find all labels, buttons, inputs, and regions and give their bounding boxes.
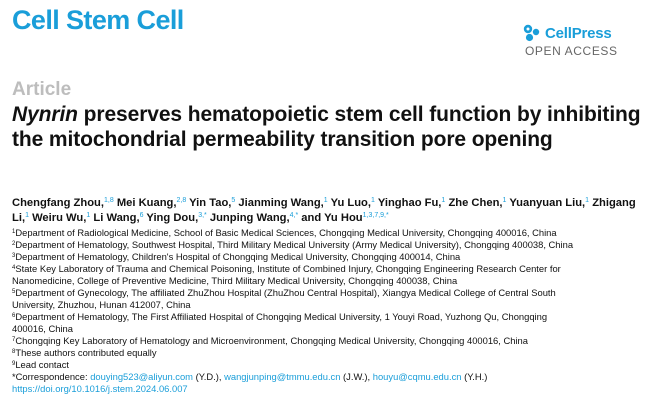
affiliation-line	[12, 275, 657, 287]
author-affiliation-marker: 1	[585, 197, 590, 204]
doi-link[interactable]: https://doi.org/10.1016/j.stem.2024.06.007	[12, 383, 188, 394]
author-affiliation-marker: 5	[231, 197, 236, 204]
affiliation-text: Department of Hematology, The First Affiliated Hospital of Chongqing Medical University, 1 Youyi Road, Yuzhong Qu, Chongqing	[15, 311, 548, 322]
author-name: Jianming Wang,	[238, 197, 324, 209]
affiliation-text: 400016, China	[12, 323, 73, 334]
author-affiliation-marker: 6	[139, 212, 144, 219]
affiliation-number: 9	[12, 361, 16, 367]
author-affiliation-marker: 1	[441, 197, 446, 204]
affiliation-line	[12, 359, 657, 371]
author-name: and Yu Hou	[301, 212, 363, 224]
author-name: Yu Luo,	[330, 197, 371, 209]
author-affiliation-marker: 1	[502, 197, 507, 204]
affiliation-text: Chongqing Key Laboratory of Hematology and Microenvironment, Chongqing Medical University, Chongqing 400016, China	[15, 335, 528, 346]
affiliations	[12, 227, 657, 395]
correspondence	[12, 371, 657, 383]
cellpress-logo-icon	[522, 23, 542, 43]
gene-name: Nynrin	[12, 103, 78, 126]
affiliation-text: Lead contact	[15, 359, 70, 370]
author-name: Mei Kuang,	[116, 197, 177, 209]
contact-initials: (J.W.),	[340, 371, 373, 382]
affiliation-text: These authors contributed equally	[15, 347, 157, 358]
affiliation-text: Department of Hematology, Southwest Hospital, Third Military Medical University (Army Medical University), Chongqing 400038, China	[15, 239, 574, 250]
journal-title: Cell Stem Cell	[12, 5, 184, 35]
author-name: Zhigang Li,	[12, 197, 636, 224]
affiliation-text: State Key Laboratory of Trauma and Chemical Poisoning, Institute of Combined Injury, Chongqing Engineering Research Center for	[15, 263, 561, 274]
author-name: Ying Dou,	[146, 212, 199, 224]
publisher-logo	[522, 23, 644, 58]
author-affiliation-marker: 1,8	[103, 197, 114, 204]
contact-initials: (Y.D.),	[193, 371, 225, 382]
affiliation-text: Department of Radiological Medicine, School of Basic Medical Sciences, Chongqing Medical University, Chongqing 400016, China	[15, 227, 557, 238]
email-link[interactable]: wangjunping@tmmu.edu.cn	[224, 371, 341, 382]
author-affiliation-marker: 1,3,7,9,*	[362, 212, 389, 219]
affiliation-line	[12, 227, 657, 239]
author-affiliation-marker: 2,8	[176, 197, 187, 204]
affiliation-line	[12, 251, 657, 263]
contact-initials: (Y.H.)	[461, 371, 488, 382]
title-text: preserves hematopoietic stem cell function by inhibiting the mitochondrial permeability transition pore opening	[12, 103, 641, 151]
author-affiliation-marker: 1	[323, 197, 328, 204]
affiliation-line	[12, 263, 657, 275]
author-name: Yin Tao,	[189, 197, 232, 209]
author-name: Junping Wang,	[209, 212, 290, 224]
author-affiliation-marker: 1	[371, 197, 375, 204]
author-list	[12, 196, 652, 226]
email-link[interactable]: douying523@aliyun.com	[90, 371, 193, 382]
affiliation-number: 3	[12, 253, 16, 259]
affiliation-number: 6	[12, 313, 16, 319]
affiliation-line	[12, 311, 657, 323]
affiliation-number: 1	[12, 229, 16, 235]
affiliation-number: 8	[12, 349, 16, 355]
affiliation-text: Department of Gynecology, The affiliated ZhuZhou Hospital (ZhuZhou Central Hospital), Xiangya Medical College of Central South	[15, 287, 556, 298]
affiliation-number: 5	[12, 289, 16, 295]
author-affiliation-marker: 1	[25, 212, 29, 219]
affiliation-number: 4	[12, 265, 16, 271]
affiliation-text: Department of Hematology, Children's Hospital of Chongqing Medical University, Chongqing 400014, China	[15, 251, 461, 262]
article-title	[12, 102, 652, 152]
affiliation-line	[12, 239, 657, 251]
affiliation-line	[12, 299, 657, 311]
author-affiliation-marker: 1	[86, 212, 91, 219]
author-name: Chengfang Zhou,	[12, 197, 104, 209]
affiliation-line	[12, 323, 657, 335]
author-name: Zhe Chen,	[448, 197, 503, 209]
affiliation-line	[12, 287, 657, 299]
author-name: Yinghao Fu,	[377, 197, 442, 209]
email-link[interactable]: houyu@cqmu.edu.cn	[372, 371, 462, 382]
author-name: Weiru Wu,	[32, 212, 87, 224]
affiliation-text: University, Zhuzhou, Hunan 412007, China	[12, 299, 191, 310]
affiliation-number: 2	[12, 241, 16, 247]
affiliation-number: 7	[12, 337, 16, 343]
author-name: Li Wang,	[93, 212, 140, 224]
article-type: Article	[12, 79, 72, 100]
author-affiliation-marker: 4,*	[289, 212, 299, 219]
open-access-label: OPEN ACCESS	[525, 44, 618, 58]
author-affiliation-marker: 3,*	[198, 212, 207, 219]
publisher-name: CellPress	[545, 24, 612, 42]
author-name: Yuanyuan Liu,	[509, 197, 586, 209]
affiliation-text: Nanomedicine, College of Preventive Medicine, Third Military Medical University, Chongqing 400038, China	[12, 275, 458, 286]
doi-line	[12, 383, 657, 395]
affiliation-line	[12, 347, 657, 359]
affiliation-line	[12, 335, 657, 347]
correspondence-label: *Correspondence:	[12, 371, 91, 382]
